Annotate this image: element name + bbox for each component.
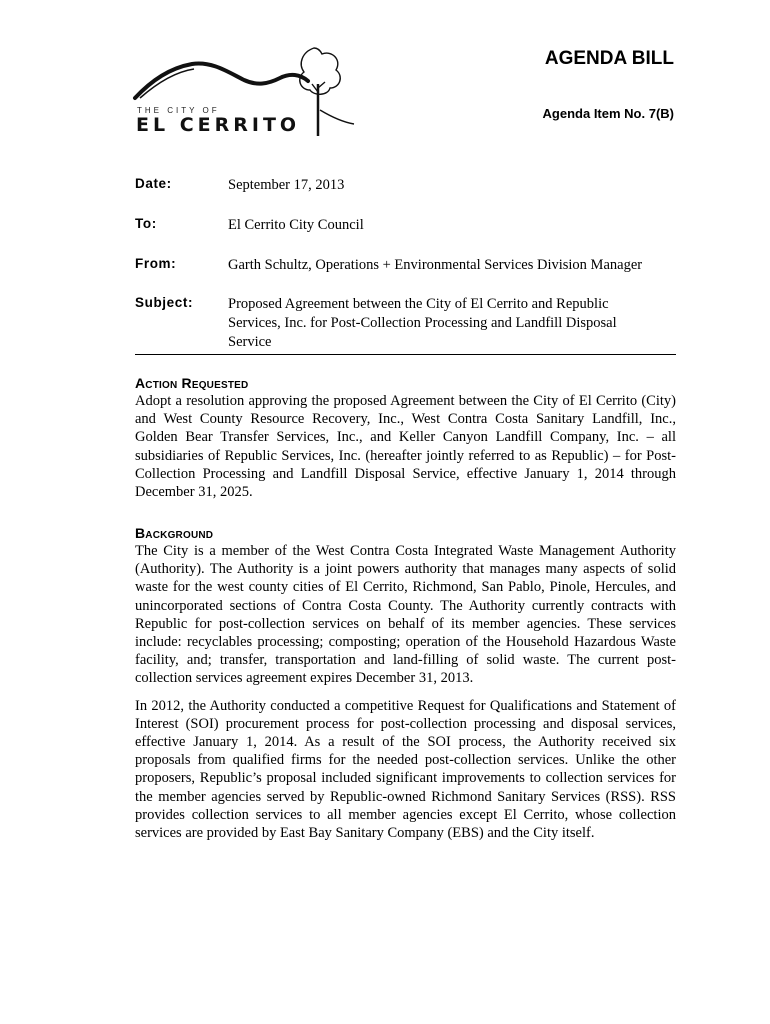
action-requested-section bbox=[135, 374, 676, 501]
header-divider bbox=[135, 354, 676, 355]
from-label: From: bbox=[135, 256, 177, 271]
date-value: September 17, 2013 bbox=[228, 177, 345, 193]
logo-small-text: THE CITY OF bbox=[137, 106, 220, 115]
background-paragraph-1: The City is a member of the West Contra Costa Integrated Waste Management Authority (Authority). The Authority is a joint powers authority that manages many aspects of solid waste for the west county cities of El Cerrito, Richmond, San Pablo, Pinole, Hercules, and unincorporated sections of Contra Costa County. The Authority currently contracts with Republic for post-collection services on behalf of its member agencies. These services include: recyclables processing; composting; operation of the Household Hazardous Waste facility, and; transfer, transportation and land-filling of solid waste. The current post-collection services agreement expires December 31, 2013. bbox=[135, 543, 676, 687]
background-section bbox=[135, 524, 676, 842]
date-label: Date: bbox=[135, 176, 172, 191]
logo-city-name: EL CERRITO bbox=[136, 114, 301, 136]
background-paragraph-2: In 2012, the Authority conducted a competitive Request for Qualifications and Statement of Interest (SOI) procurement process for post-collection processing and disposal services, effective January 1, 2014. As a result of the SOI process, the Authority received six proposals from qualified firms for the needed post-collection services. Unlike the other proposers, Republic’s proposal included significant improvements to collection services for the member agencies served by Republic-owned Richmond Sanitary Services (RSS). RSS provides collection services to all member agencies except El Cerrito, whose collection services are provided by East Bay Sanitary Company (EBS) and the City itself. bbox=[135, 697, 676, 842]
subject-label: Subject: bbox=[135, 295, 194, 310]
subject-value: Proposed Agreement between the City of El Cerrito and Republic Services, Inc. for Post-Collection Processing and Landfill Disposal Service bbox=[228, 296, 617, 350]
to-label: To: bbox=[135, 216, 157, 231]
from-value: Garth Schultz, Operations + Environmental Services Division Manager bbox=[228, 257, 643, 273]
agenda-bill-title: AGENDA BILL bbox=[544, 48, 674, 69]
background-heading: Background bbox=[135, 525, 214, 541]
city-logo bbox=[132, 44, 362, 144]
to-value: El Cerrito City Council bbox=[228, 217, 364, 233]
action-requested-heading: Action Requested bbox=[135, 375, 249, 391]
action-requested-text: Adopt a resolution approving the proposed Agreement between the City of El Cerrito (City) and West County Resource Recovery, Inc., West Contra Costa Sanitary Landfill, Inc., Golden Bear Transfer Services, Inc., and Keller Canyon Landfill Company, Inc. – all subsidiaries of Republic Services, Inc. (hereafter jointly referred to as Republic) – for Post-Collection Processing and Landfill Disposal Service, effective January 1, 2014 through December 31, 2025. bbox=[135, 393, 676, 501]
agenda-item-number: Agenda Item No. 7(B) bbox=[542, 106, 674, 121]
